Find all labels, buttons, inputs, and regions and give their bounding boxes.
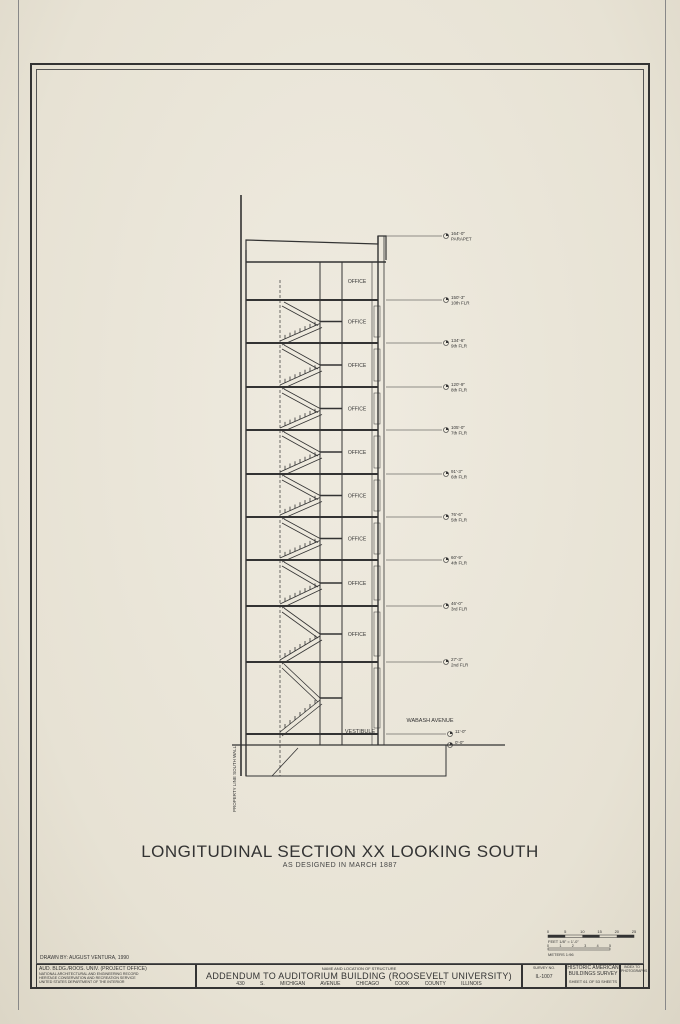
level-elevation: 60'-9"	[451, 555, 463, 560]
meters-label: METERS 1:96	[548, 952, 574, 957]
room-label-office: OFFICE	[347, 319, 367, 326]
window-opening	[374, 393, 380, 424]
level-name: 3rd FLR	[451, 606, 468, 612]
level-name: PARAPET	[451, 236, 472, 242]
meter-bar	[548, 948, 610, 950]
level-elevation: 27'-3"	[451, 657, 463, 662]
title-block-structure	[196, 964, 522, 989]
survey-label: SURVEY NO.	[532, 966, 556, 970]
room-label-office: OFFICE	[347, 493, 367, 500]
scale-bar	[540, 928, 640, 958]
level-marker	[386, 469, 468, 480]
level-marker	[386, 601, 468, 612]
office-line-3: HERITAGE CONSERVATION AND RECREATION SERVICE	[39, 976, 136, 980]
stair-flight	[280, 664, 342, 736]
meter-tick-label: 3	[584, 944, 587, 948]
meter-tick-label: 2	[571, 944, 574, 948]
office-line-2: NATIONAL ARCHITECTURAL AND ENGINEERING RECORD	[39, 972, 139, 976]
structure-address-line	[197, 981, 521, 987]
feet-tick-label: 10	[580, 929, 585, 934]
meter-tick-label: 5	[609, 944, 611, 948]
property-line-label: PROPERTY LINE SOUTH WALL	[232, 745, 237, 812]
level-elevation: 46'-0"	[451, 601, 463, 606]
level-name: 2nd FLR	[451, 662, 469, 668]
index-label: INDEX TO PHOTOGRAPHS	[621, 965, 648, 973]
level-marker	[386, 231, 472, 242]
stair-flight	[280, 476, 342, 519]
stair-flight	[280, 519, 342, 562]
feet-tick-label: 0	[546, 929, 550, 934]
stair-flight	[280, 432, 342, 476]
window-opening	[374, 566, 380, 600]
feet-tick-label: 25	[631, 929, 637, 934]
level-name: 6th FLR	[451, 474, 468, 480]
drawing-title: LONGITUDINAL SECTION XX LOOKING SOUTH	[141, 842, 539, 861]
level-name: 5th FLR	[451, 517, 468, 523]
title-block-office	[36, 964, 196, 989]
street-label: WABASH AVENUE	[406, 718, 454, 724]
meter-tick-label: 0	[547, 944, 549, 948]
stair-flight	[280, 562, 342, 608]
county: COOK COUNTY	[394, 981, 446, 987]
meter-tick-label: 4	[596, 944, 599, 948]
feet-bar-segment	[617, 935, 634, 938]
drawn-by	[40, 955, 129, 961]
office-line-4: UNITED STATES DEPARTMENT OF THE INTERIOR	[39, 980, 125, 984]
stair-flight	[280, 345, 342, 389]
parapet-outline	[246, 236, 386, 260]
level-elevation: 150'-3"	[451, 295, 465, 300]
level-marker	[386, 338, 468, 349]
room-label-office: OFFICE	[347, 363, 367, 369]
level-name: 7th FLR	[451, 430, 468, 436]
room-label-office: OFFICE	[347, 406, 367, 413]
window-opening	[374, 306, 380, 337]
level-name: 8th FLR	[451, 387, 468, 393]
state: ILLINOIS	[461, 981, 482, 987]
level-elevation: 91'-3"	[451, 469, 463, 474]
window-opening	[374, 349, 380, 381]
level-marker	[386, 740, 464, 748]
structure-name: ADDENDUM TO AUDITORIUM BUILDING (ROOSEVELT UNIVERSITY)	[206, 971, 512, 981]
window-opening	[374, 436, 380, 468]
stair-flight	[280, 608, 342, 664]
room-label-office: OFFICE	[347, 279, 367, 285]
feet-tick-label: 5	[564, 929, 567, 934]
feet-label: FEET 1/8" = 1'-0"	[548, 939, 579, 944]
window-opening	[374, 523, 380, 554]
room-label-office: OFFICE	[347, 632, 367, 638]
feet-tick-label: 15	[597, 929, 602, 934]
window-opening	[374, 612, 380, 656]
graphic-scale	[540, 928, 640, 959]
survey-number: IL-1007	[535, 974, 553, 980]
drawing-subtitle: AS DESIGNED IN MARCH 1887	[282, 862, 398, 869]
level-name: 10th FLR	[451, 300, 470, 306]
level-marker	[386, 657, 469, 668]
basement-stair	[272, 748, 298, 776]
level-elevation: 134'-6"	[451, 338, 465, 343]
city: CHICAGO	[355, 981, 380, 987]
feet-tick-label: 20	[614, 929, 620, 934]
level-marker	[386, 555, 468, 566]
level-elevation: 105'-0"	[451, 425, 465, 430]
room-label-vestibule: VESTIBULE	[344, 729, 376, 735]
level-elevation: 120'-9"	[451, 382, 465, 387]
room-label-office: OFFICE	[347, 536, 367, 543]
habs-line-2: BUILDINGS SURVEY	[568, 971, 618, 977]
office-line-1: AUD. BLDG./ROOS. UNIV. (PROJECT OFFICE)	[39, 966, 147, 972]
level-elevation: 0'-0"	[455, 740, 464, 745]
level-marker	[386, 425, 468, 436]
title-block-survey	[522, 964, 566, 989]
level-name: 4th FLR	[451, 560, 468, 566]
structure-label: NAME AND LOCATION OF STRUCTURE	[321, 966, 397, 971]
level-marker	[386, 512, 468, 523]
meter-tick-label: 1	[559, 944, 562, 948]
stair-flight	[280, 302, 342, 345]
feet-bar-segment	[582, 935, 599, 938]
address: 430 S. MICHIGAN AVENUE	[236, 981, 341, 987]
title-block-habs	[566, 964, 620, 989]
feet-bar-segment	[548, 935, 565, 938]
drawn-by-label: DRAWN BY:	[40, 955, 68, 961]
room-label-office: OFFICE	[347, 581, 367, 587]
level-elevation: 11'-0"	[455, 729, 467, 734]
habs-line-1: HISTORIC AMERICAN	[567, 965, 619, 971]
sheet-number: SHEET 61 OF 53 SHEETS	[568, 979, 618, 984]
stair-flight	[280, 389, 342, 432]
level-elevation: 76'-6"	[451, 512, 463, 517]
level-marker	[386, 729, 467, 737]
level-name: 9th FLR	[451, 343, 468, 349]
level-elevation: 164'-0"	[451, 231, 465, 236]
window-opening	[374, 480, 380, 511]
drawn-by-name: AUGUST VENTURA, 1990	[69, 955, 129, 961]
level-marker	[386, 295, 470, 306]
window-opening	[374, 668, 380, 728]
title-block-index	[620, 964, 648, 989]
level-marker	[386, 382, 468, 393]
room-label-office: OFFICE	[347, 450, 367, 456]
